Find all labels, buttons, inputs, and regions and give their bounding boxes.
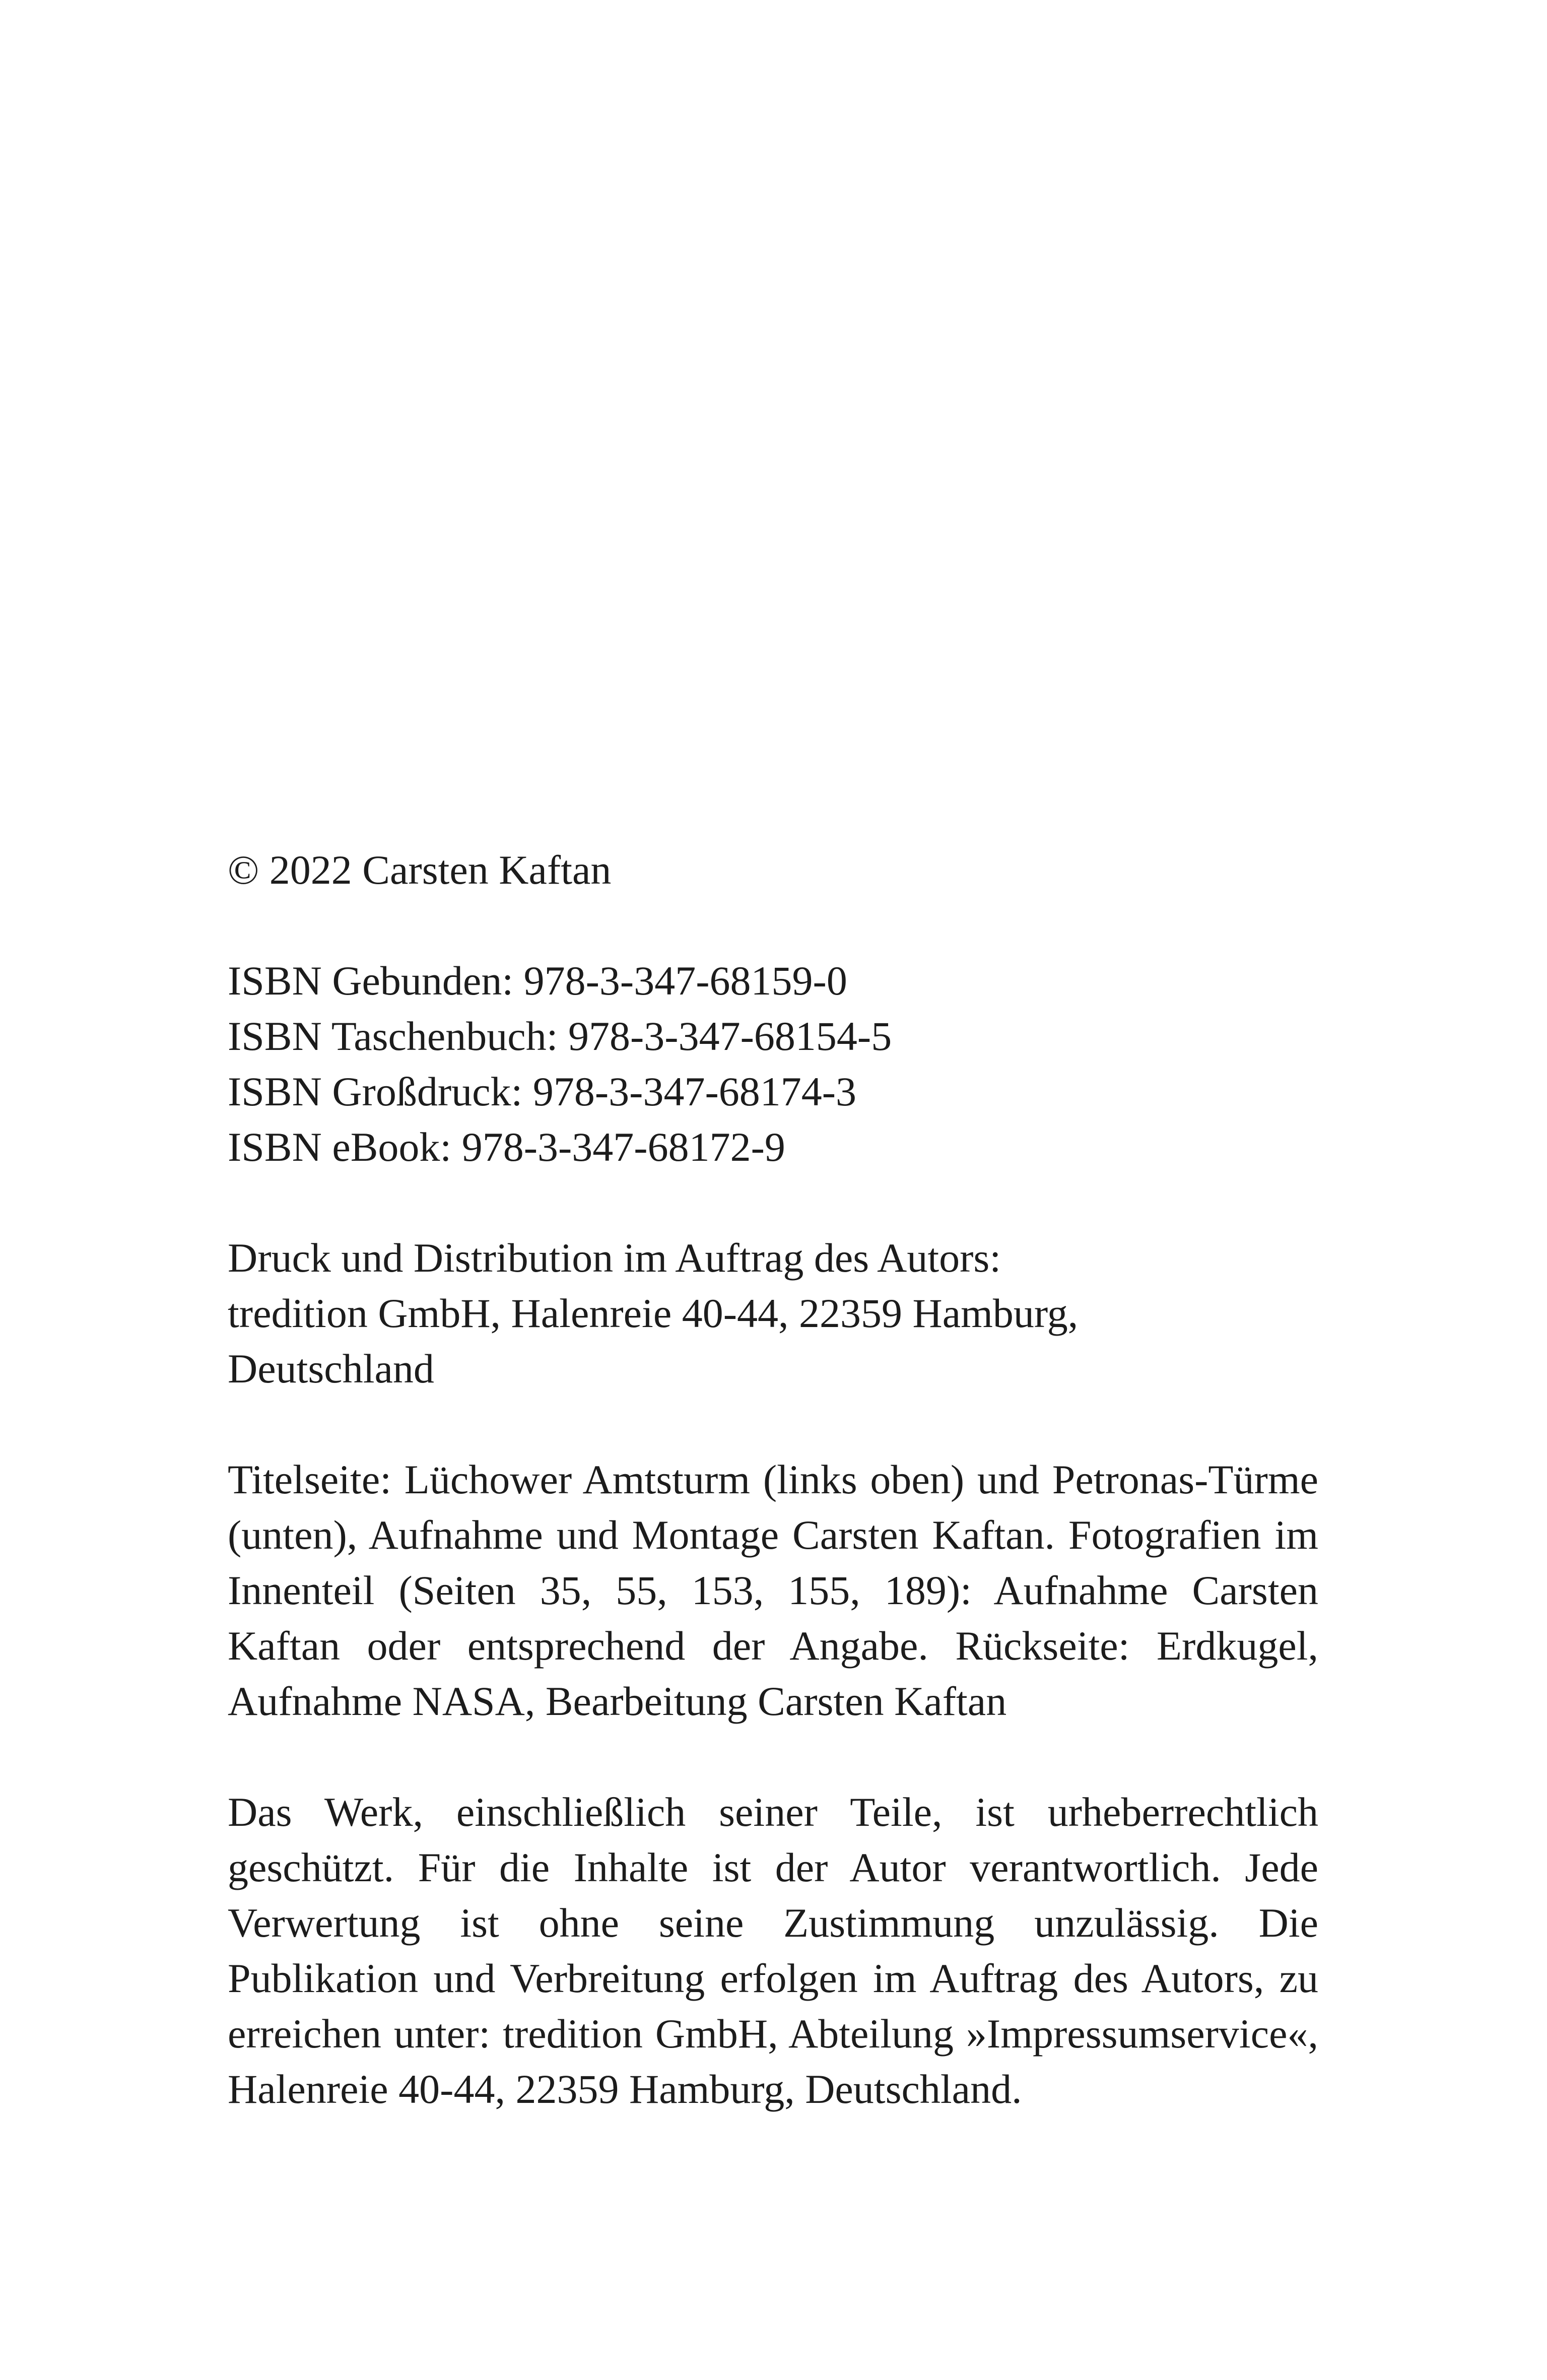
isbn-line-taschenbuch: ISBN Taschenbuch: 978-3-347-68154-5 (228, 1013, 892, 1059)
distribution-block (228, 1230, 1318, 1397)
copyright-block (228, 842, 1318, 898)
isbn-line-gebunden: ISBN Gebunden: 978-3-347-68159-0 (228, 958, 847, 1004)
isbn-block (228, 953, 1318, 1175)
copyright-line: © 2022 Carsten Kaftan (228, 847, 612, 893)
imprint-page (228, 842, 1318, 2117)
distribution-line-2: tredition GmbH, Halenreie 40-44, 22359 Hamburg, (228, 1290, 1079, 1336)
distribution-line-1: Druck und Distribution im Auftrag des Autors: (228, 1235, 1001, 1281)
cover-credits-paragraph: Titelseite: Lüchower Amtsturm (links oben) und Petronas-Türme (unten), Aufnahme und Montage Carsten Kaftan. Fotografien im Innenteil (Seiten 35, 55, 153, 155, 189): Aufnahme Carsten Kaftan oder entsprechend der Angabe. Rückseite: Erdkugel, Aufnahme NASA, Bearbeitung Carsten Kaftan (228, 1457, 1318, 1724)
rights-notice-paragraph: Das Werk, einschließlich seiner Teile, ist urheberrechtlich geschützt. Für die Inhalte ist der Autor verantwortlich. Jede Verwertung ist ohne seine Zustimmung unzulässig. Die Publikation und Verbreitung erfolgen im Auftrag des Autors, zu erreichen unter: tredition GmbH, Abteilung »Impressumservice«, Halenreie 40-44, 22359 Hamburg, Deutschland. (228, 1789, 1318, 2112)
isbn-line-ebook: ISBN eBook: 978-3-347-68172-9 (228, 1124, 785, 1170)
distribution-line-3: Deutschland (228, 1346, 434, 1392)
isbn-line-grossdruck: ISBN Großdruck: 978-3-347-68174-3 (228, 1069, 857, 1114)
